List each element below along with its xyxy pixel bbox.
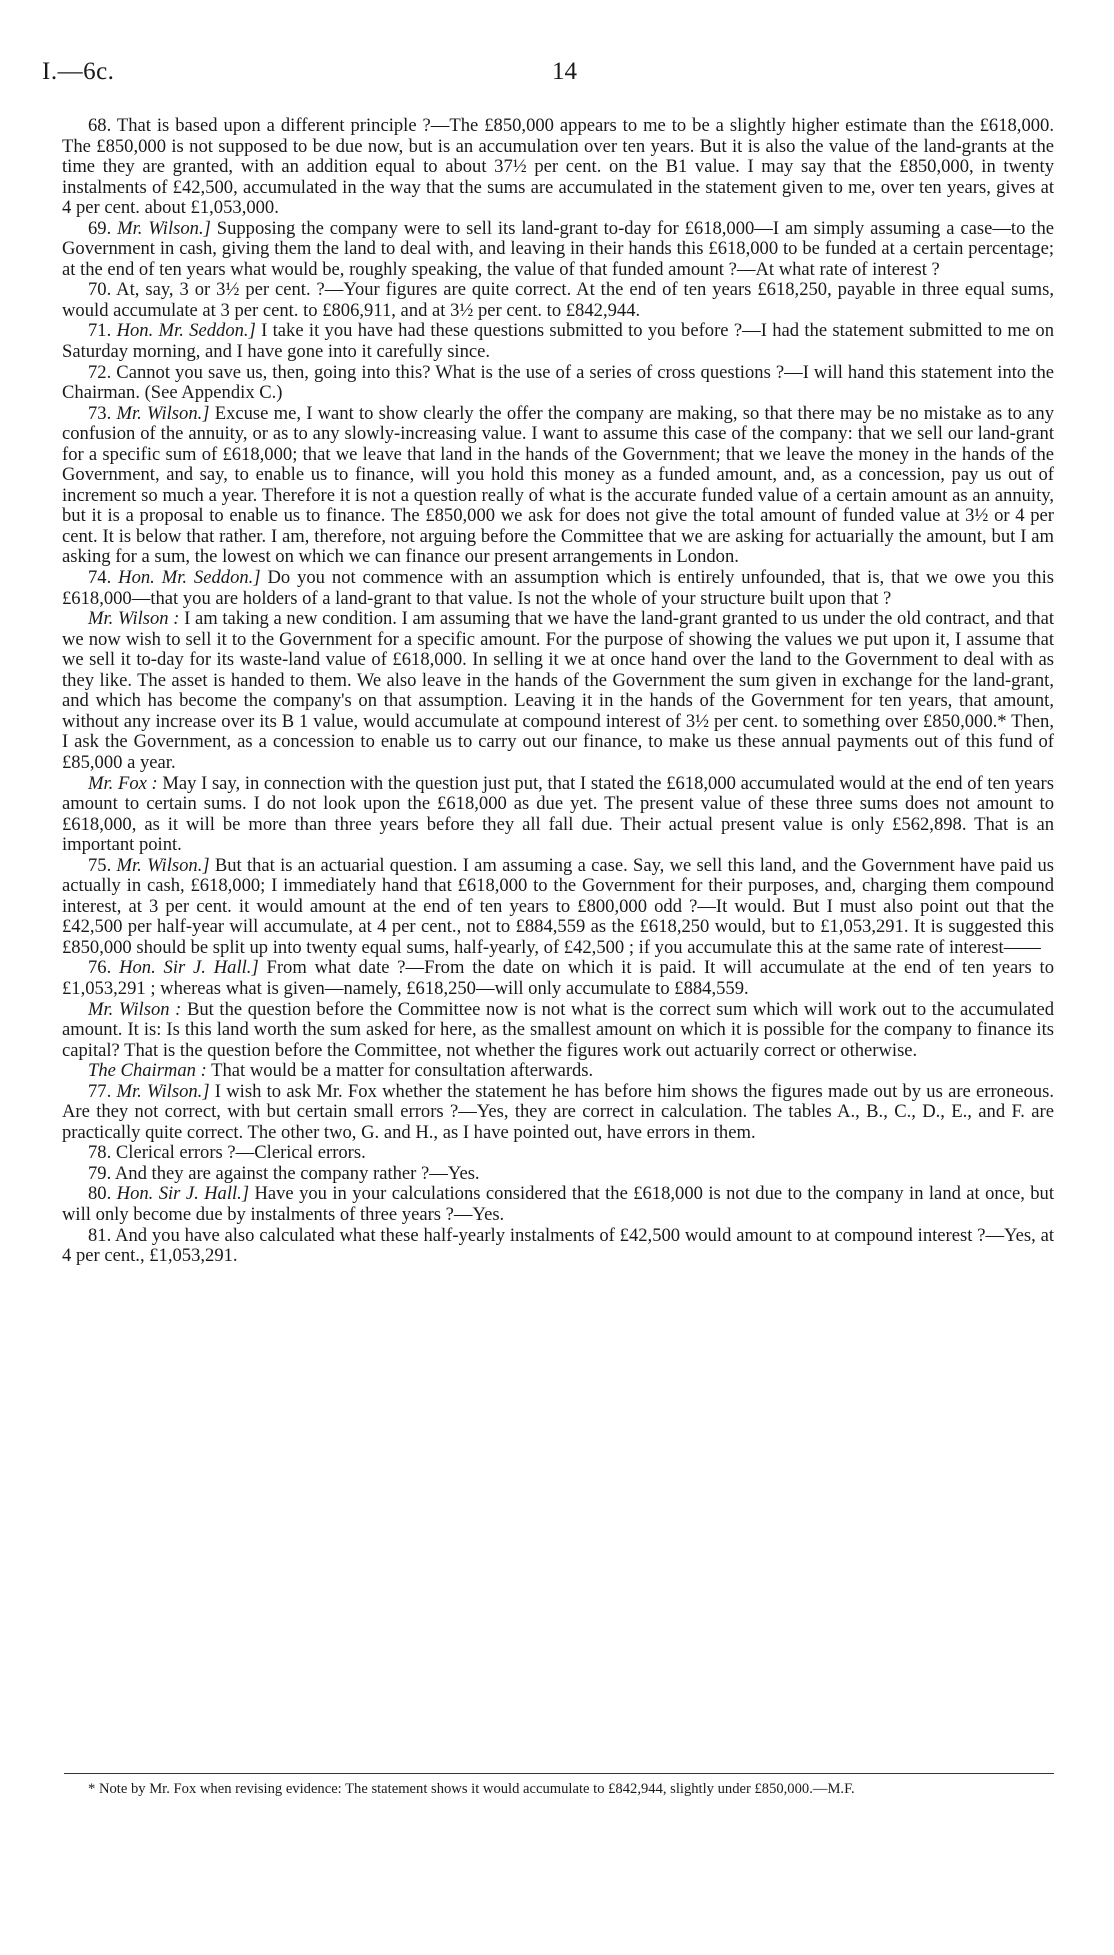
speaker-label: Mr. Wilson.] bbox=[116, 1080, 210, 1102]
speaker-label: Hon. Sir J. Hall.] bbox=[116, 1183, 250, 1205]
page-number: 14 bbox=[552, 58, 577, 85]
body-text bbox=[62, 116, 1054, 1267]
paragraph-68: 68. That is based upon a different principle ?—The £850,000 appears to me to be a slightly higher estimate than the £618,000. The £850,000 is not supposed to be due now, but is an accumulation over ten years. But it is also the value of the land-grants at the time they are granted, with an addition equal to about 37½ per cent. on the B1 value. I may say that the £850,000, in twenty instalments of £42,500, accumulated in the way that the sums are accumulated in the statement given to me, over ten years, gives at 4 per cent. about £1,053,000. bbox=[62, 115, 1054, 219]
speaker-label: Mr. Wilson.] bbox=[116, 854, 210, 876]
paragraph-72: 72. Cannot you save us, then, going into this? What is the use of a series of cross questions ?—I will hand this statement into the Chairman. (See Appendix C.) bbox=[62, 361, 1054, 404]
speaker-label: Mr. Wilson.] bbox=[117, 217, 211, 239]
speaker-label: Mr. Wilson : bbox=[88, 998, 182, 1020]
paragraph-fox-statement: Mr. Fox : May I say, in connection with the question just put, that I stated the £618,000 accumulated would at the end of ten years amount to certain sums. I do not look upon the £618,000 as due yet. The present value of these three sums does not amount to £618,000, as it will be more than three years before they all fall due. Their actual present value is only £562,898. That is an important point. bbox=[62, 772, 1054, 856]
paragraph-75: 75. Mr. Wilson.] But that is an actuarial question. I am assuming a case. Say, we sell this land, and the Government have paid us actually in cash, £618,000; I immediately hand that £618,000 to the Government for their purposes, and, charging them compound interest, at 3 per cent. it would amount at the end of ten years to £800,000 odd ?—It would. But I must also point out that the £42,500 per half-year will accumulate, at 4 per cent., not to £884,559 as the £618,250 would, but to £1,053,291. It is suggested this £850,000 should be split up into twenty equal sums, half-yearly, of £42,500 ; if you accumulate this at the same rate of interest—— bbox=[62, 854, 1055, 958]
paragraph-81: 81. And you have also calculated what these half-yearly instalments of £42,500 would amount to at compound interest ?—Yes, at 4 per cent., £1,053,291. bbox=[62, 1224, 1054, 1267]
paragraph-73: 73. Mr. Wilson.] Excuse me, I want to show clearly the offer the company are making, so that there may be no mistake as to any confusion of the annuity, or as to any slowly-increasing value. I want to assume this case of the company: that we sell our land-grant for a specific sum of £618,000; that we leave that land in the hands of the Government; that we leave the money in the hands of the Government, and say, to enable us to finance, will you hold this money as a funded amount, and, as a concession, pay us out of increment so much a year. Therefore it is not a question really of what is the accurate funded value of a certain amount as an annuity, but it is a proposal to enable us to finance. The £850,000 we ask for does not give the total amount of funded value at 3½ or 4 per cent. It is below that rather. I am, therefore, not arguing before the Committee that we are asking for actuarially the amount, but I am asking for a sum, the lowest on which we can finance our present arrangements in London. bbox=[62, 402, 1055, 568]
paragraph-78: 78. Clerical errors ?—Clerical errors. bbox=[88, 1142, 366, 1164]
speaker-label: Hon. Mr. Seddon.] bbox=[118, 567, 261, 589]
paragraph-79: 79. And they are against the company rather ?—Yes. bbox=[88, 1162, 480, 1184]
footnote bbox=[62, 1780, 1054, 1798]
footnote-text: * Note by Mr. Fox when revising evidence: The statement shows it would accumulate to £842,944, slightly under £850,000.—M.F. bbox=[88, 1781, 855, 1797]
paragraph-76: 76. Hon. Sir J. Hall.] From what date ?—From the date on which it is paid. It will accumulate at the end of ten years to £1,053,291 ; whereas what is given—namely, £618,250—will only accumulate to £884,559. bbox=[62, 957, 1055, 999]
footnote-divider bbox=[64, 1773, 1054, 1774]
paragraph-70: 70. At, say, 3 or 3½ per cent. ?—Your figures are quite correct. At the end of ten years £618,250, payable in three equal sums, would accumulate at 3 per cent. to £806,911, and at 3½ per cent. to £842,944. bbox=[62, 279, 1054, 321]
paragraph-wilson-question: Mr. Wilson : But the question before the Committee now is not what is the correct sum which will work out to the accumulated amount. It is: Is this land worth the sum asked for here, as the smallest amount on which it is possible for the company to finance its capital? That is the question before the Committee, not whether the figures work out actuarily correct or otherwise. bbox=[62, 998, 1054, 1061]
paragraph-77: 77. Mr. Wilson.] I wish to ask Mr. Fox whether the statement he has before him shows the figures made out by us are erroneous. Are they not correct, with but certain small errors ?—Yes, they are correct in calculation. The tables A., B., C., D., E., and F. are practically quite correct. The other two, G. and H., as I have pointed out, have errors in them. bbox=[62, 1080, 1054, 1143]
speaker-label: Mr. Fox : bbox=[88, 772, 158, 794]
paragraph-74: 74. Hon. Mr. Seddon.] Do you not commence with an assumption which is entirely unfounded, that is, that we owe you this £618,000—that you are holders of a land-grant to that value. Is not the whole of your structure built upon that ? bbox=[62, 567, 1054, 609]
speaker-label: The Chairman : bbox=[88, 1060, 207, 1082]
speaker-label: Mr. Wilson.] bbox=[116, 402, 210, 424]
page-reference: I.—6c. bbox=[42, 58, 115, 85]
paragraph-80: 80. Hon. Sir J. Hall.] Have you in your calculations considered that the £618,000 is not due to the company in land at once, but will only become due by instalments of three years ?—Yes. bbox=[62, 1183, 1055, 1225]
paragraph-wilson-statement: Mr. Wilson : I am taking a new condition. I am assuming that we have the land-grant granted to us under the old contract, and that we now wish to sell it to the Government for a specific amount. For the purpose of showing the values we put upon it, I assume that we sell it to-day for its waste-land value of £618,000. In selling it we at once hand over the land to the Government to deal with as they like. The asset is handed to them. We also leave in the hands of the Government the sum given in exchange for the land-grant, and which has become the company's on that assumption. Leaving it in the hands of the Government for ten years, that amount, without any increase over its B 1 value, would accumulate at compound interest of 3½ per cent. to something over £850,000.* Then, I ask the Government, as a concession to enable us to carry out our finance, to make us these annual payments out of this fund of £85,000 a year. bbox=[62, 608, 1054, 773]
page-header bbox=[42, 58, 1052, 98]
paragraph-71: 71. Hon. Mr. Seddon.] I take it you have had these questions submitted to you before ?—I had the statement submitted to me on Saturday morning, and I have gone into it carefully since. bbox=[62, 320, 1055, 363]
speaker-label: Hon. Sir J. Hall.] bbox=[119, 957, 259, 979]
paragraph-69: 69. Mr. Wilson.] Supposing the company were to sell its land-grant to-day for £618,000—I am simply assuming a case—to the Government in cash, giving them the land to deal with, and leaving in their hands this £618,000 to be funded at a certain percentage; at the end of ten years what would be, roughly speaking, the value of that funded amount ?—At what rate of interest ? bbox=[62, 217, 1055, 280]
paragraph-chairman: The Chairman : That would be a matter for consultation afterwards. bbox=[88, 1060, 594, 1082]
speaker-label: Hon. Mr. Seddon.] bbox=[116, 320, 256, 342]
speaker-label: Mr. Wilson : bbox=[88, 608, 180, 630]
